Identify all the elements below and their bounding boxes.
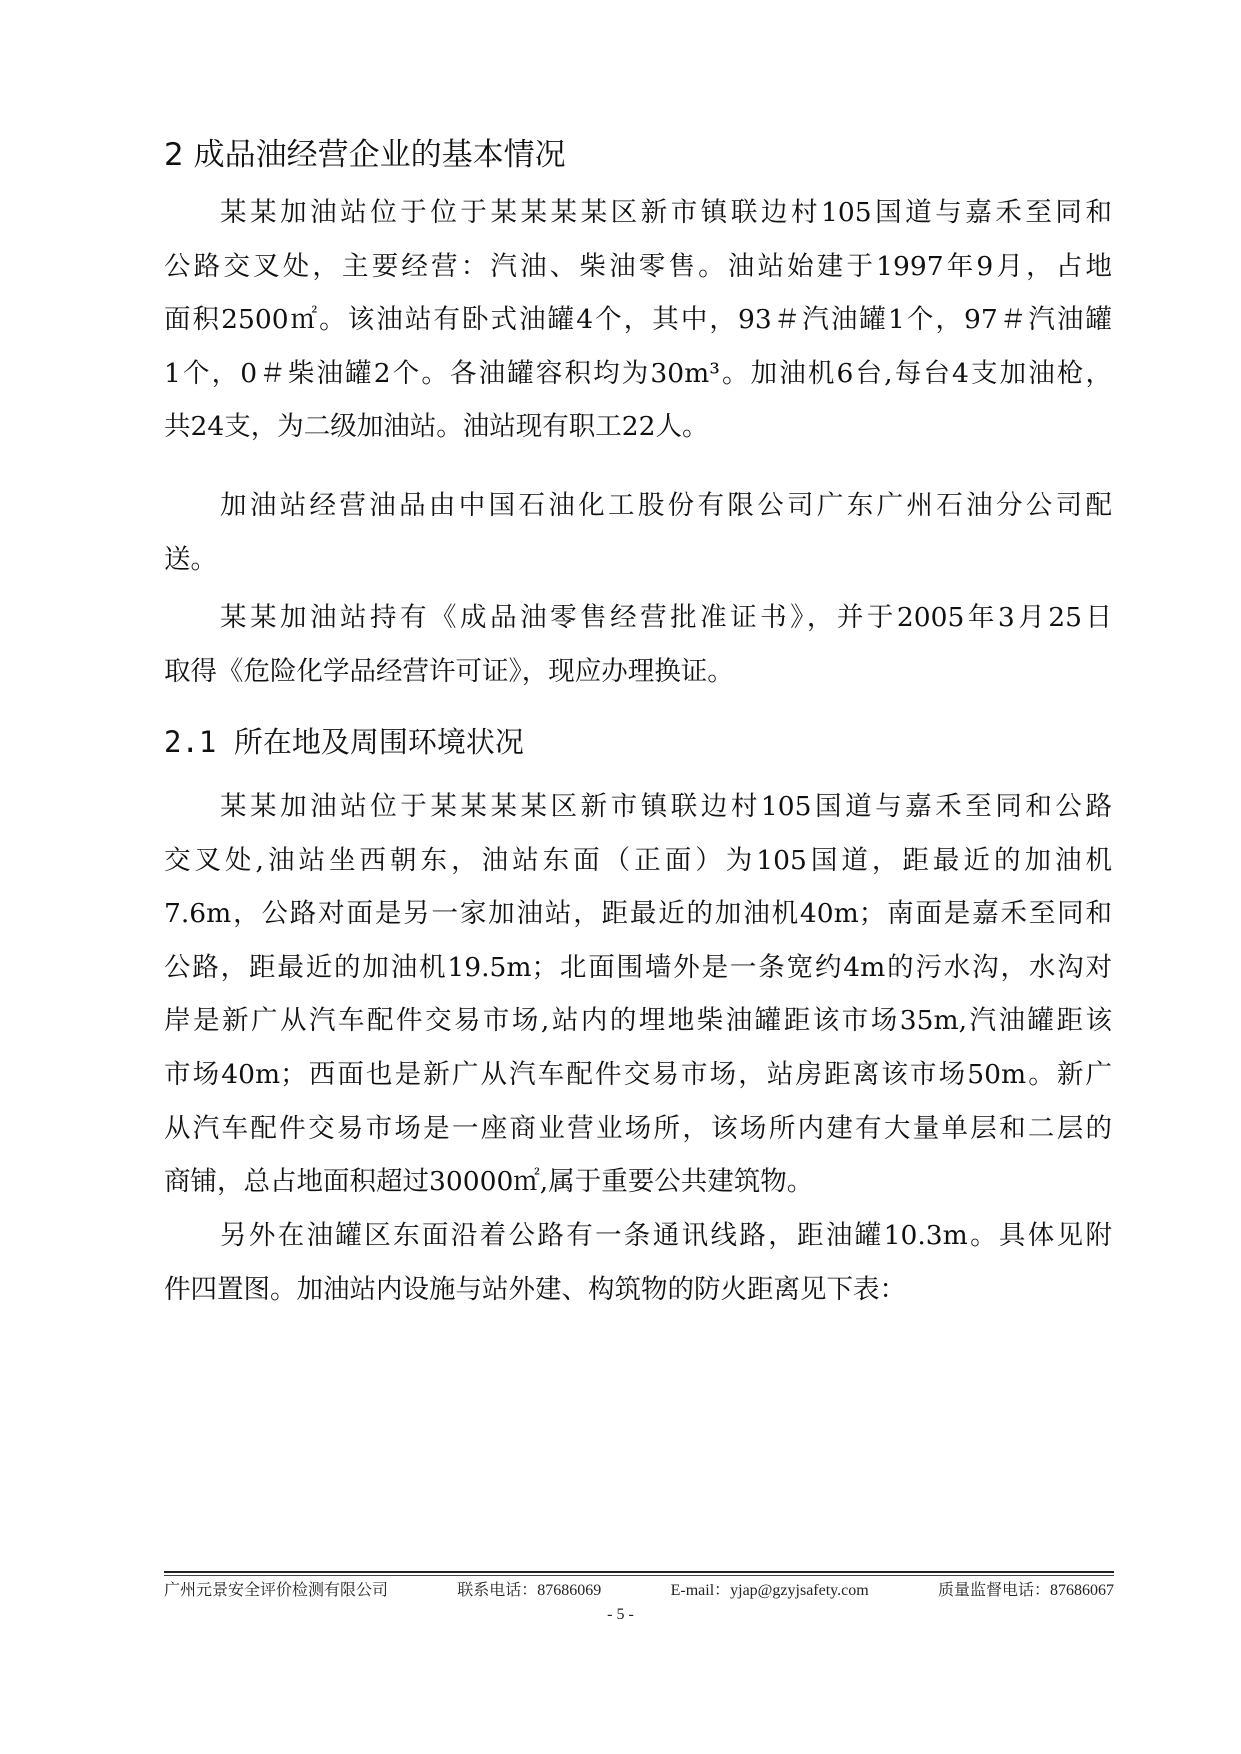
footer-divider — [164, 1571, 1114, 1573]
text-line: 面积2500㎡。该油站有卧式油罐4个，其中，93＃汽油罐1个，97＃汽油罐 — [164, 304, 1112, 336]
text-line: 商铺，总占地面积超过30000㎡,属于重要公共建筑物。 — [164, 1166, 814, 1198]
text-line: 取得《危险化学品经营许可证》，现应办理换证。 — [164, 655, 734, 687]
paragraph-surroundings — [164, 780, 1112, 1209]
text-line: 7.6m，公路对面是另一家加油站，距最近的加油机40m；南面是嘉禾至同和 — [164, 898, 1112, 930]
paragraph-permits — [164, 591, 1112, 698]
text-line: 市场40m；西面也是新广从汽车配件交易市场，站房距离该市场50m。新广 — [164, 1058, 1112, 1090]
text-line: 某某加油站位于位于某某某某区新市镇联边村105国道与嘉禾至同和 — [220, 197, 1112, 228]
text-line: 另外在油罐区东面沿着公路有一条通讯线路，距油罐10.3m。具体见附 — [220, 1220, 1112, 1251]
footer-company: 广州元景安全评价检测有限公司 — [164, 1582, 389, 1599]
text-line: 某某加油站持有《成品油零售经营批准证书》，并于2005年3月25日 — [220, 602, 1112, 633]
text-line: 岸是新广从汽车配件交易市场,站内的埋地柴油罐距该市场35m,汽油罐距该 — [164, 1005, 1112, 1037]
text-line: 加油站经营油品由中国石油化工股份有限公司广东广州石油分公司配 — [220, 490, 1112, 521]
text-line: 送。 — [164, 543, 217, 575]
paragraph-communication-line — [164, 1209, 1112, 1316]
page-footer — [164, 1580, 1114, 1602]
section-heading: 2 成品油经营企业的基本情况 — [164, 137, 566, 173]
text-line: 从汽车配件交易市场是一座商业营业场所，该场所内建有大量单层和二层的 — [164, 1112, 1112, 1144]
footer-email: E-mail：yjap@gzyjsafety.com — [670, 1582, 869, 1599]
footer-quality-phone: 质量监督电话：87686067 — [937, 1582, 1114, 1599]
text-line: 件四置图。加油站内设施与站外建、构筑物的防火距离见下表： — [164, 1273, 906, 1305]
footer-phone: 联系电话：87686069 — [457, 1582, 602, 1599]
text-line: 1个，0＃柴油罐2个。各油罐容积均为30m³。加油机6台,每台4支加油枪， — [164, 357, 1112, 389]
paragraph-supplier — [164, 479, 1112, 586]
text-line: 共24支，为二级加油站。油站现有职工22人。 — [164, 411, 709, 443]
page-number: - 5 - — [607, 1606, 634, 1623]
paragraph-station-overview — [164, 186, 1112, 454]
subsection-heading: 2.1 所在地及周围环境状况 — [164, 725, 524, 759]
text-line: 某某加油站位于某某某某区新市镇联边村105国道与嘉禾至同和公路 — [220, 791, 1112, 822]
text-line: 交叉处,油站坐西朝东，油站东面（正面）为105国道，距最近的加油机 — [164, 844, 1112, 876]
footer-divider-thin — [164, 1575, 1114, 1576]
text-line: 公路交叉处，主要经营：汽油、柴油零售。油站始建于1997年9月，占地 — [164, 250, 1112, 282]
text-line: 公路，距最近的加油机19.5m；北面围墙外是一条宽约4m的污水沟，水沟对 — [164, 951, 1112, 983]
